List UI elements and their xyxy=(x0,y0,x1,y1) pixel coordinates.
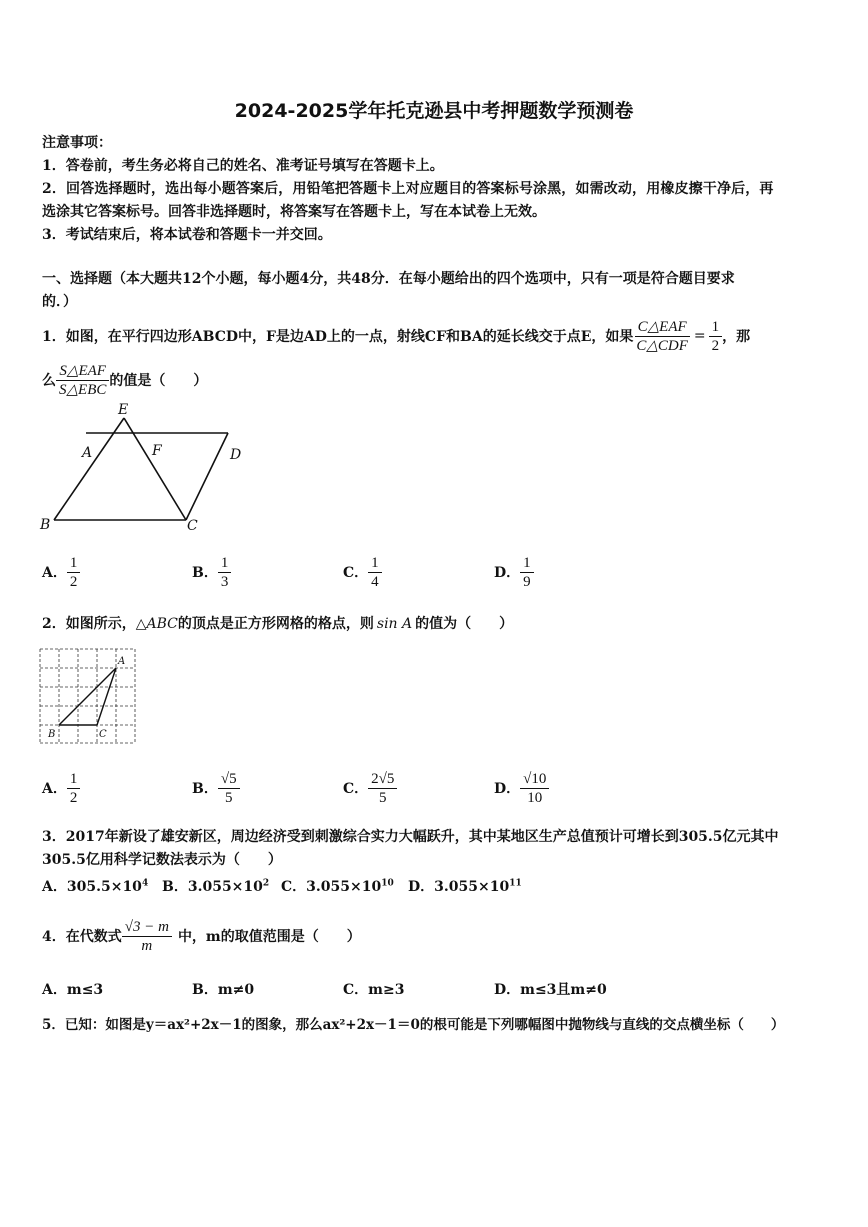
option-a[interactable]: A． $\frac{1}{2}$ xyxy=(42,766,80,810)
option-c[interactable]: C． $\frac{2√5}{5}$ xyxy=(343,766,397,810)
option-a[interactable]: A． $\frac{1}{2}$ xyxy=(42,550,80,594)
question-1-line-2: 么 $\frac{\text{S△EAF}}{\text{S△EBC}}$ 的值是（ ） xyxy=(42,362,208,398)
note-item: 2．回答选择题时，选出每小题答案后，用铅笔把答题卡上对应题目的答案标号涂黑，如需改动，用橡皮擦干净后，再 xyxy=(42,181,774,197)
question-2: 2．如图所示，△ABC的顶点是正方形网格的格点，则 sin A 的值为（ ） xyxy=(42,616,514,632)
label-D: D xyxy=(230,447,242,463)
option-d[interactable]: D． $\frac{√10}{10}$ xyxy=(494,766,549,810)
option-d[interactable]: D．$3.055\times 10^{11}$ xyxy=(408,878,522,895)
question-5: 5．已知：如图是y＝ax²+2x－1的图象，那么ax²+2x－1＝0的根可能是下列哪幅图中抛物线与直线的交点横坐标（ ） xyxy=(42,1017,785,1033)
option-c[interactable]: C．m≥3 xyxy=(343,982,405,998)
option-b[interactable]: B．m≠0 xyxy=(192,982,255,998)
q3-options xyxy=(42,876,562,896)
question-3-line-1: 3．2017年新设了雄安新区，周边经济受到刺激综合实力大幅跃升，其中某地区生产总值预计可增长到305.5亿元其中 xyxy=(42,829,779,845)
option-b[interactable]: B．$3.055\times 10^2$ xyxy=(162,878,270,895)
option-a[interactable]: A．$305.5\times 10^4$ xyxy=(42,878,149,895)
area-ratio: $\frac{\text{S△EAF}}{\text{S△EBC}}$ xyxy=(56,362,109,399)
label-B: B xyxy=(40,517,51,533)
option-c[interactable]: C． $\frac{1}{4}$ xyxy=(343,550,382,594)
label-E: E xyxy=(118,402,129,418)
grid-triangle-figure xyxy=(38,646,140,746)
section-heading: 一、选择题（本大题共12个小题，每小题4分，共48分．在每小题给出的四个选项中，只有一项是符合题目要求 xyxy=(42,271,735,287)
expression: $\frac{√3 - m}{m}$ xyxy=(122,918,172,955)
perimeter-ratio: $\frac{\text{C△EAF}}{\text{C△CDF}}$ xyxy=(636,318,688,354)
page-title: 2024-2025学年托克逊县中考押题数学预测卷 xyxy=(234,100,634,122)
label-C: C xyxy=(99,729,107,740)
label-B: B xyxy=(48,729,56,740)
parallelogram-figure xyxy=(38,398,250,538)
note-item: 1．答卷前，考生务必将自己的姓名、准考证号填写在答题卡上。 xyxy=(42,158,444,174)
question-3-line-2: 305.5亿用科学记数法表示为（ ） xyxy=(42,852,282,868)
option-d[interactable]: D． $\frac{1}{9}$ xyxy=(494,550,534,594)
label-C: C xyxy=(187,518,198,534)
label-A: A xyxy=(118,656,126,667)
option-c[interactable]: C．$3.055\times 10^{10}$ xyxy=(281,878,394,895)
q2-options xyxy=(42,766,602,810)
q1-options xyxy=(42,550,562,594)
label-A: A xyxy=(82,445,93,461)
note-item: 选涂其它答案标号。回答非选择题时，将答案写在答题卡上，写在本试卷上无效。 xyxy=(42,204,546,220)
note-item: 3．考试结束后，将本试卷和答题卡一并交回。 xyxy=(42,227,332,243)
ratio-value: $\frac{1}{2}$ xyxy=(709,318,723,355)
q4-options xyxy=(42,979,622,999)
option-a[interactable]: A．m≤3 xyxy=(42,982,104,998)
option-b[interactable]: B． $\frac{1}{3}$ xyxy=(192,550,231,594)
question-1-line-1: 1．如图，在平行四边形ABCD中，F是边AD上的一点，射线CF和BA的延长线交于点E，如果 $\frac{\text{C△EAF}}{\text{C△CDF}}$ = $\frac{1}{2}$ ，那 xyxy=(42,318,751,354)
section-heading-cont: 的．） xyxy=(42,294,77,310)
label-F: F xyxy=(152,443,162,459)
notes-heading: 注意事项： xyxy=(42,135,112,151)
question-4: 4．在代数式 $\frac{√3 - m}{m}$ 中，m的取值范围是（ ） xyxy=(42,918,361,954)
option-b[interactable]: B． $\frac{√5}{5}$ xyxy=(192,766,240,810)
option-d[interactable]: D．m≤3且m≠0 xyxy=(494,982,607,998)
